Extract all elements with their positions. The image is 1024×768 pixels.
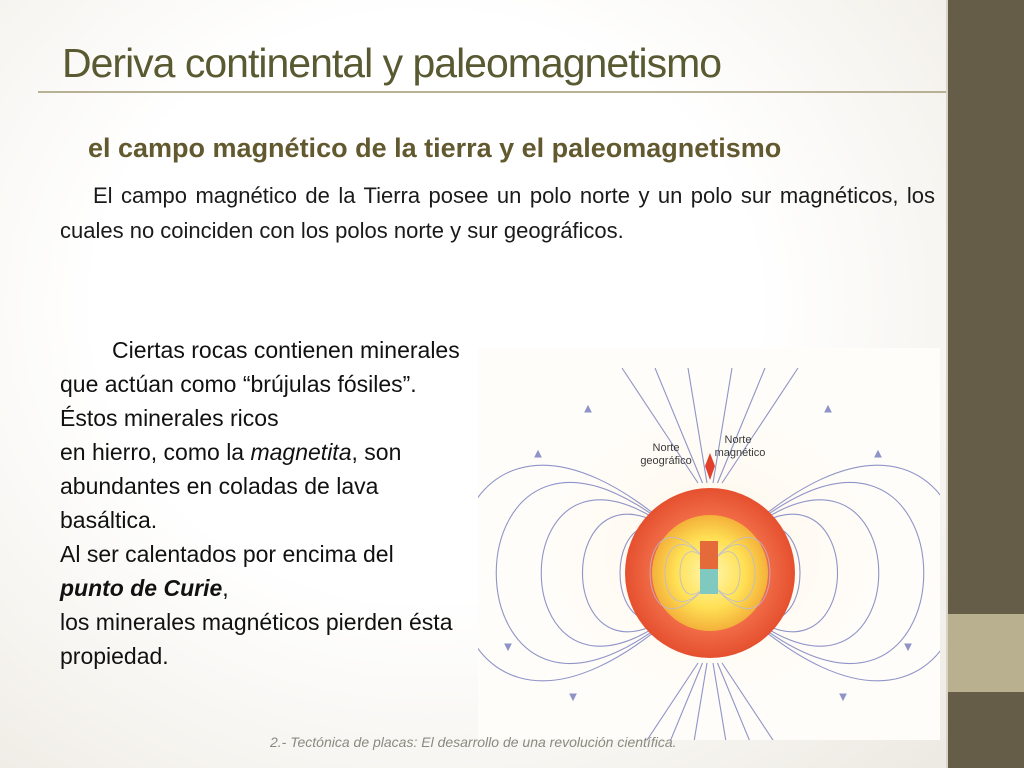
curie-point-term: punto de Curie <box>60 575 223 601</box>
body-text-1: Ciertas rocas contienen minerales que actúan como “brújulas fósiles”. Éstos minerales ricos <box>60 337 460 431</box>
slide-footer: 2.- Tectónica de placas: El desarrollo de una revolución científica. <box>270 734 677 750</box>
slide-subtitle: el campo magnético de la tierra y el paleomagnetismo <box>88 133 782 163</box>
slide-title: Deriva continental y paleomagnetismo <box>62 40 722 86</box>
intro-paragraph: El campo magnético de la Tierra posee un polo norte y un polo sur magnéticos, los cuales no coinciden con los polos norte y sur geográficos. <box>60 183 935 243</box>
magnet-north-bar <box>700 541 718 569</box>
sidebar-accent-block <box>948 614 1024 692</box>
body-text-block <box>60 333 460 673</box>
body-text-3b: , <box>222 575 229 601</box>
label-geographic-north-1: Norte <box>652 442 680 454</box>
body-text-2b: , son abundantes en coladas de lava basáltica. <box>60 439 402 533</box>
body-text-3a: Al ser calentados por encima del <box>60 541 394 567</box>
body-paragraph-3 <box>60 537 460 605</box>
label-magnetic-north-1: Norte <box>724 434 752 446</box>
body-text-2a: en hierro, como la <box>60 439 251 465</box>
earth-magnetic-field-diagram <box>478 348 940 740</box>
body-paragraph-4 <box>60 605 460 673</box>
body-text-4: los minerales magnéticos pierden ésta propiedad. <box>60 609 453 669</box>
magnetite-term: magnetita <box>250 439 352 465</box>
label-geographic-north-2: geográfico <box>640 455 692 467</box>
title-underline <box>38 91 946 93</box>
magnet-south-bar <box>700 569 718 594</box>
body-paragraph-2 <box>60 435 460 537</box>
label-magnetic-north-2: magnético <box>714 447 766 459</box>
body-paragraph-1 <box>60 333 460 435</box>
